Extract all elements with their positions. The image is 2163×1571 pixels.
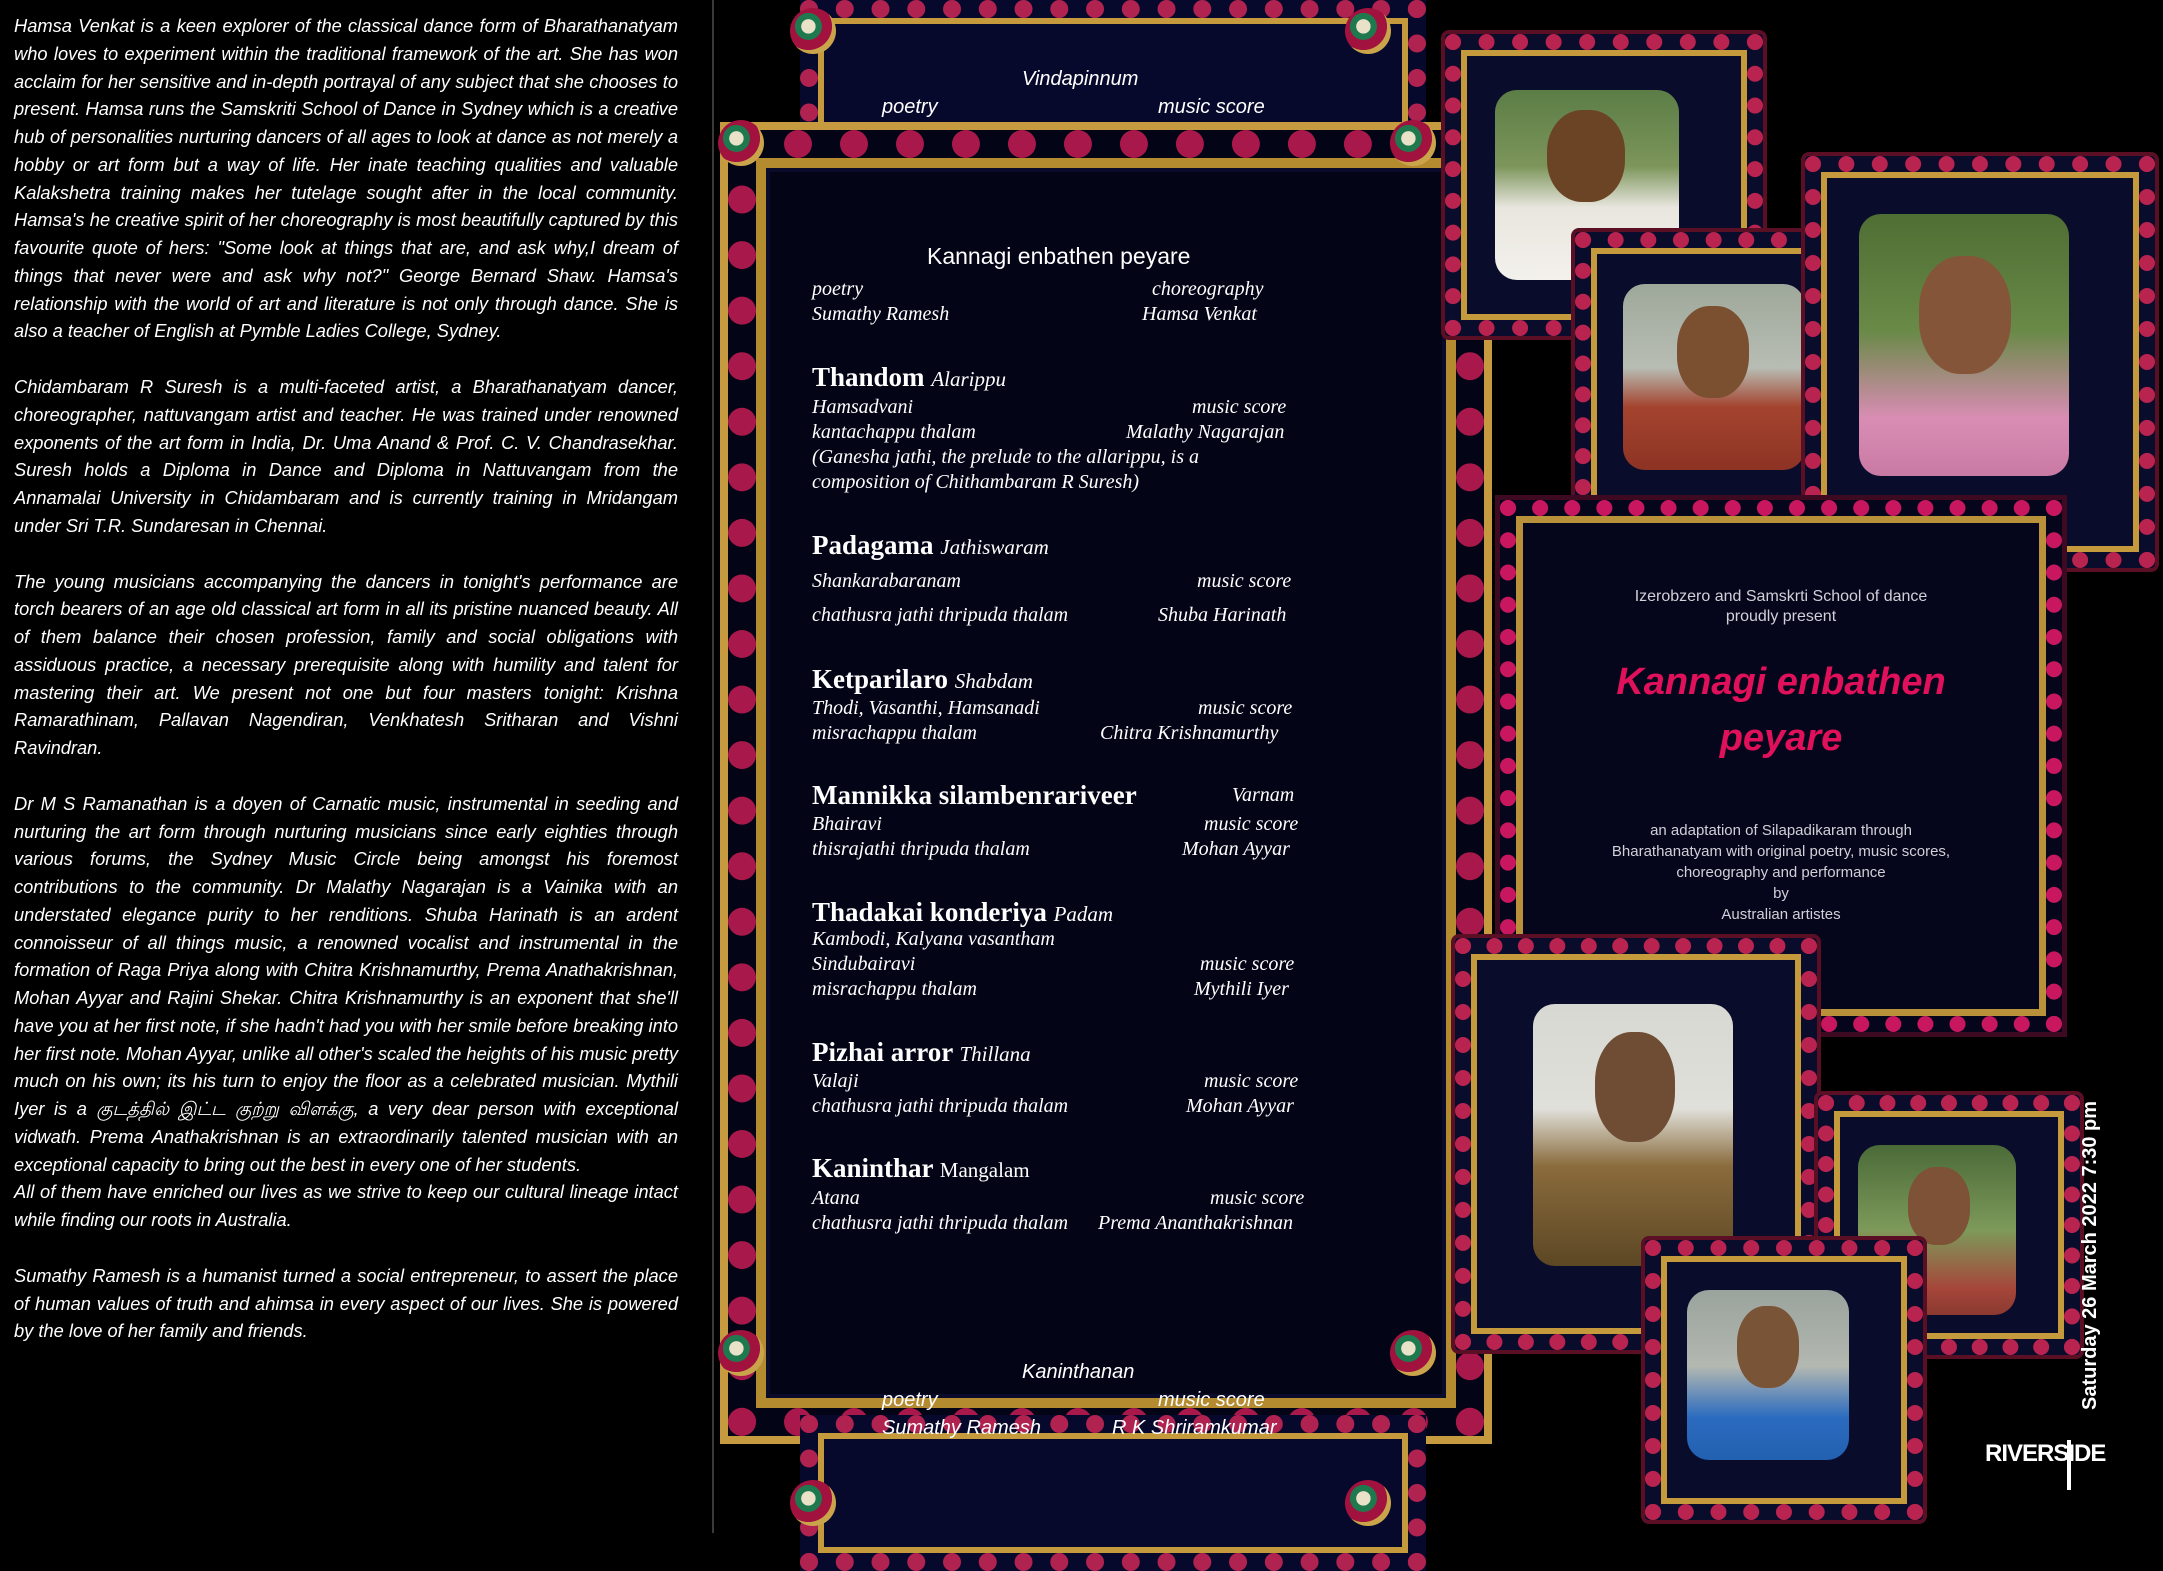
bio-hamsa-venkat: Hamsa Venkat is a keen explorer of the classical dance form of Bharathanatyam who loves to experiment within the traditional framework of the art. She has won acclaim for her sensitive and in-depth portrayal of any subject that she chooses to present. Hamsa runs the Samskriti School of Dance in Sydney which is a creative hub of personalities nurturing dancers of all ages to look at dance as not merely a hobby or art form but a way of life. Her inate teaching qualities and valuable Kalakshetra training makes her tutelage sought after in the local community. Hamsa's he creative spirit of her choreography is most beautifully captured by this favourite quote of hers: "Some look at things that are, and ask why,I dream of things that never were and ask why not?" George Bernard Shaw. Hamsa's relationship with the world of art and literature is not only through dance. She is also a teacher of English at Pymble Ladies College, Sydney. [14,15,678,342]
program-item-note: (Ganesha jathi, the prelude to the allarippu, is a [812,446,1200,468]
jewel-ornament [1390,1330,1436,1376]
program-item-score-label: music score [1198,697,1293,719]
bio-young-musicians: The young musicians accompanying the dancers in tonight's performance are torch bearers of an age old classical art form in all its pristine nuanced beauty. All of them balance their chosen profession, family and social obligations with assiduous practice, a necessary prerequisite along with humility and talent for mastering their art. We present not one but four masters tonight: Krishna Ramarathinam, Pallavan Nagendiran, Venkhatesh Sritharan and Vishni Ravindran. [14,570,678,758]
program-item-thalam: misrachappu thalam [812,722,977,744]
artist-photo [1533,1004,1733,1266]
jewel-ornament [790,8,836,54]
top-piece-title: Vindapinnum [1022,68,1139,90]
program-item-raga: Valaji [812,1070,859,1092]
program-item-thalam: thisrajathi thripuda thalam [812,838,1030,860]
bottom-composer-name: R K Shriramkumar [1112,1417,1277,1439]
program-item-form: Padam [1053,902,1114,926]
event-date-time: Saturday 26 March 2022 7:30 pm [2079,1100,2101,1410]
program-item-score-label: music score [1192,396,1287,418]
artist-photo [1623,284,1805,470]
program-item-thalam: chathusra jathi thripuda thalam [812,604,1069,626]
program-item-thalam: chathusra jathi thripuda thalam [812,1095,1069,1117]
column-divider [712,0,714,1533]
poster-title: Kannagi enbathen [1616,661,1946,703]
program-item-raga: Kambodi, Kalyana vasantham [812,928,1055,950]
top-music-label: music score [1158,96,1265,118]
program-item-raga: Sindubairavi [812,953,916,975]
program-item-title: Padagama Jathiswaram [812,530,1049,560]
poster-description: Bharathanatyam with original poetry, music scores, [1611,843,1951,860]
bio-closing-note: All of them have enriched our lives as we strive to keep our cultural lineage intact while finding our roots in Australia. [14,1181,678,1230]
bottom-piece-title: Kaninthanan [1022,1361,1135,1383]
bio-chidambaram-suresh: Chidambaram R Suresh is a multi-faceted artist, a Bharathanatyam dancer, choreographer, nattuvangam artist and teacher. He was trained under renowned exponents of the art form in India, Dr. Uma Anand & Prof. C. V. Chandrasekhar. Suresh holds a Diploma in Dance and Diploma in Nattuvangam from the Annamalai University in Chidambaram and is currently training in Mridangam under Sri T.R. Sundaresan in Chennai. [14,376,678,536]
program-item-raga: Shankarabaranam [812,570,961,592]
program-item-form: Thillana [959,1042,1031,1066]
header-poet-name: Sumathy Ramesh [812,303,950,325]
program-item-title: Ketparilaro Shabdam [812,664,1033,694]
program-item-form: Jathiswaram [940,535,1049,559]
jewel-ornament [1390,120,1436,166]
bottom-music-label: music score [1158,1389,1265,1411]
poster-description: an adaptation of Silapadikaram through [1650,822,1912,839]
biographies-column [14,12,678,1522]
bottom-poet-name: Sumathy Ramesh [882,1417,1041,1439]
program-item-score-label: music score [1204,1070,1299,1092]
program-item-score-label: music score [1200,953,1295,975]
header-choreography-label: choreography [1152,278,1264,300]
poster-description: choreography and performance [1676,864,1886,881]
program-item-score-label: music score [1197,570,1292,592]
program-item-title: Mannikka silambenrariveer [812,780,1137,810]
program-item-note: composition of Chithambaram R Suresh) [812,471,1140,493]
bio-sumathy-ramesh: Sumathy Ramesh is a humanist turned a social entrepreneur, to assert the place of human values of truth and ahimsa in every aspect of our lives. She is powered by the love of her family and friends. [14,1264,678,1342]
program-item-raga: Bhairavi [812,813,882,835]
program-item-score-label: music score [1204,813,1299,835]
program-item-raga: Thodi, Vasanthi, Hamsanadi [812,697,1040,719]
bottom-poetry-label: poetry [882,1389,938,1411]
program-item-thalam: chathusra jathi thripuda thalam [812,1212,1069,1234]
program-item-thalam: misrachappu thalam [812,978,977,1000]
poster-description: Australian artistes [1721,906,1841,923]
program-item-form: Shabdam [954,669,1033,693]
top-poetry-label: poetry [882,96,938,118]
program-item-score-label: music score [1210,1187,1305,1209]
program-item-form: Mangalam [939,1158,1030,1182]
jewel-ornament [1345,1480,1391,1526]
program-item-raga: Atana [812,1187,860,1209]
artist-photo-frame [1645,1240,1923,1520]
program-item-thalam: kantachappu thalam [812,421,976,443]
riverside-logo: RIVERSIDE [1985,1440,2071,1490]
program-item-title: Pizhai arror Thillana [812,1037,1031,1067]
program-item-composer: Prema Ananthakrishnan [1098,1212,1293,1234]
bio-musicians-masters: Dr M S Ramanathan is a doyen of Carnatic music, instrumental in seeding and nurturing the art form through nurturing musicians since early eighties through various forums, the Sydney Music Circle being amongst his foremost contributions to the community. Dr Malathy Nagarajan is a Vainika with an understated elegance purity to her renditions. Shuba Harinath is an ardent connoisseur of all things music, a renowned vocalist and instrumental in the formation of Raga Priya along with Chitra Krishnamurthy, Prema Anathakrishnan, Mohan Ayyar and Rajini Shekar. Chitra Krishnamurthy is an exponent that she'll have you at her first note, if she hadn't had you with her smile before breaking into her first note. Mohan Ayyar, unlike all other's scaled the heights of his music pretty much on his own; its his turn to enjoy the floor as a celebrated musician. Mythili Iyer is a குடத்தில் இட்ட குற்று விளக்கு, a very dear person with exceptional vidwath. Prema Anathakrishnan is an extraordinarily talented musician with an exceptional capacity to bring out the best in every one of her students. [14,792,678,1175]
program-item-composer: Chitra Krishnamurthy [1100,722,1279,744]
poster-title-line2: peyare [1719,717,1843,759]
program-item-composer: Mohan Ayyar [1186,1095,1294,1117]
artist-photo [1687,1290,1849,1460]
jewel-ornament [718,1330,764,1376]
poster-presenter-line2: proudly present [1725,608,1837,625]
artist-photo [1859,214,2069,476]
poster-description: by [1773,885,1789,902]
program-item-composer: Mythili Iyer [1194,978,1289,1000]
program-item-title: Thandom Alarippu [812,362,1006,392]
header-poetry-label: poetry [812,278,864,300]
program-item-raga: Hamsadvani [812,396,914,418]
program-item-title: Kaninthar Mangalam [812,1153,1030,1183]
jewel-ornament [790,1480,836,1526]
program-item-composer: Malathy Nagarajan [1126,421,1285,443]
program-item-form: Alarippu [931,367,1006,391]
program-item-composer: Mohan Ayyar [1182,838,1290,860]
header-choreographer-name: Hamsa Venkat [1142,303,1257,325]
jewel-ornament [1345,8,1391,54]
program-item-title: Thadakai konderiya Padam [812,897,1114,927]
program-item-form: Varnam [1232,784,1295,806]
poster-presenter: Izerobzero and Samskrti School of dance [1634,588,1928,605]
program-title: Kannagi enbathen peyare [927,243,1191,269]
program-item-composer: Shuba Harinath [1158,604,1287,626]
jewel-ornament [718,120,764,166]
